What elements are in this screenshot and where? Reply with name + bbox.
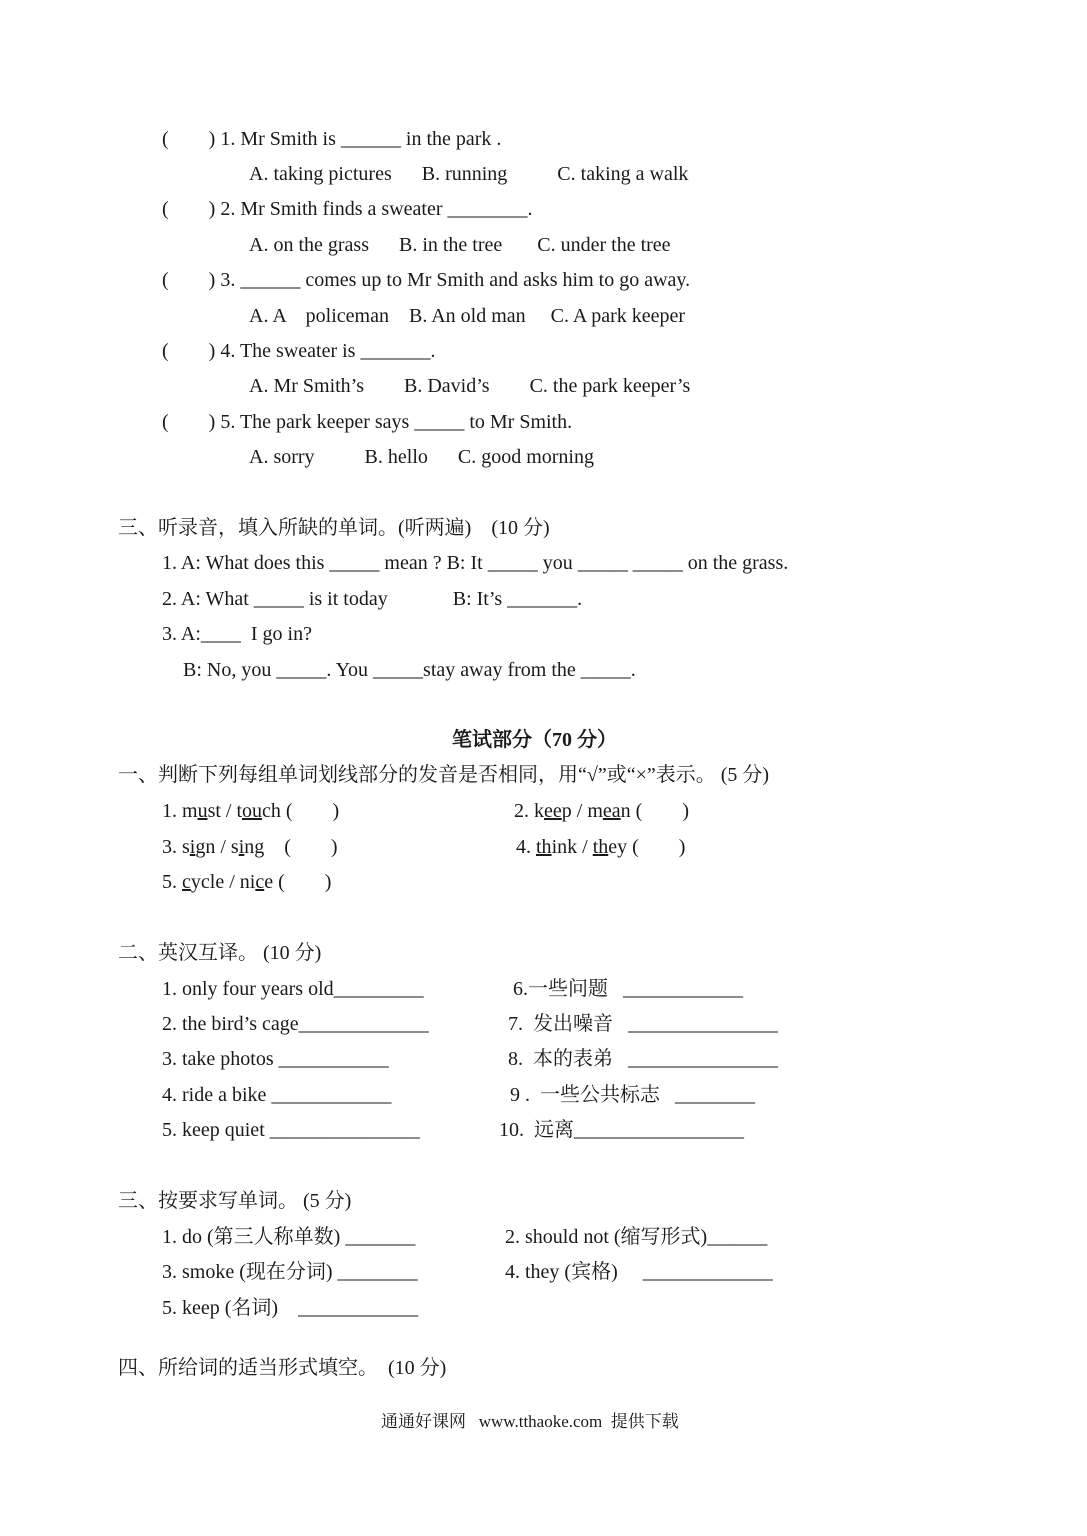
translation-item: 6.一些问题 ____________	[513, 978, 743, 1000]
word-item: 5. keep (名词) ____________	[162, 1297, 419, 1319]
question-5-stem: ( ) 5. The park keeper says _____ to Mr Smith.	[162, 411, 573, 433]
phonics-item-3: 3. sign / sing ( )	[162, 836, 338, 858]
word-item: 4. they (宾格) _____________	[505, 1261, 773, 1283]
phonics-item-5: 5. cycle / nice ( )	[162, 871, 332, 893]
translation-item: 10. 远离_________________	[499, 1119, 744, 1141]
question-4-options: A. Mr Smith’s B. David’s C. the park keeper’s	[249, 375, 691, 397]
translation-item: 2. the bird’s cage_____________	[162, 1013, 429, 1035]
question-3-options: A. A policeman B. An old man C. A park keeper	[249, 305, 686, 327]
section-heading: 三、按要求写单词。 (5 分)	[118, 1190, 352, 1212]
word-item: 1. do (第三人称单数) _______	[162, 1226, 416, 1248]
section-heading: 三、听录音，填入所缺的单词。(听两遍) (10 分)	[118, 517, 550, 539]
translation-item: 7. 发出噪音 _______________	[508, 1013, 778, 1035]
word-item: 3. smoke (现在分词) ________	[162, 1261, 418, 1283]
question-2-stem: ( ) 2. Mr Smith finds a sweater ________.	[162, 198, 533, 220]
written-part-title: 笔试部分（70 分）	[452, 729, 617, 751]
phonics-item-2: 2. keep / mean ( )	[514, 800, 689, 822]
translation-item: 8. 本的表弟 _______________	[508, 1048, 778, 1070]
question-5-options: A. sorry B. hello C. good morning	[249, 446, 594, 468]
word-item: 2. should not (缩写形式)______	[505, 1226, 768, 1248]
section-heading: 四、所给词的适当形式填空。 (10 分)	[118, 1357, 447, 1379]
question-3-stem: ( ) 3. ______ comes up to Mr Smith and asks him to go away.	[162, 269, 691, 291]
section-heading: 二、英汉互译。 (10 分)	[118, 942, 322, 964]
page-footer: 通通好课网 www.tthaoke.com 提供下载	[381, 1412, 679, 1431]
phonics-item-4: 4. think / they ( )	[516, 836, 686, 858]
translation-item: 4. ride a bike ____________	[162, 1084, 392, 1106]
question-1-stem: ( ) 1. Mr Smith is ______ in the park .	[162, 128, 502, 150]
translation-item: 9 . 一些公共标志 ________	[510, 1084, 755, 1106]
question-2-options: A. on the grass B. in the tree C. under the tree	[249, 234, 671, 256]
fill-line: 3. A:____ I go in?	[162, 623, 312, 645]
phonics-item-1: 1. must / touch ( )	[162, 800, 340, 822]
question-1-options: A. taking pictures B. running C. taking a walk	[249, 163, 689, 185]
fill-line: 1. A: What does this _____ mean ? B: It _____ you _____ _____ on the grass.	[162, 552, 789, 574]
section-heading: 一、判断下列每组单词划线部分的发音是否相同，用“√”或“×”表示。 (5 分)	[118, 764, 770, 786]
translation-item: 1. only four years old_________	[162, 978, 424, 1000]
translation-item: 5. keep quiet _______________	[162, 1119, 420, 1141]
fill-line: B: No, you _____. You _____stay away from the _____.	[183, 659, 636, 681]
question-4-stem: ( ) 4. The sweater is _______.	[162, 340, 436, 362]
fill-line: 2. A: What _____ is it today B: It’s _______.	[162, 588, 583, 610]
translation-item: 3. take photos ___________	[162, 1048, 389, 1070]
